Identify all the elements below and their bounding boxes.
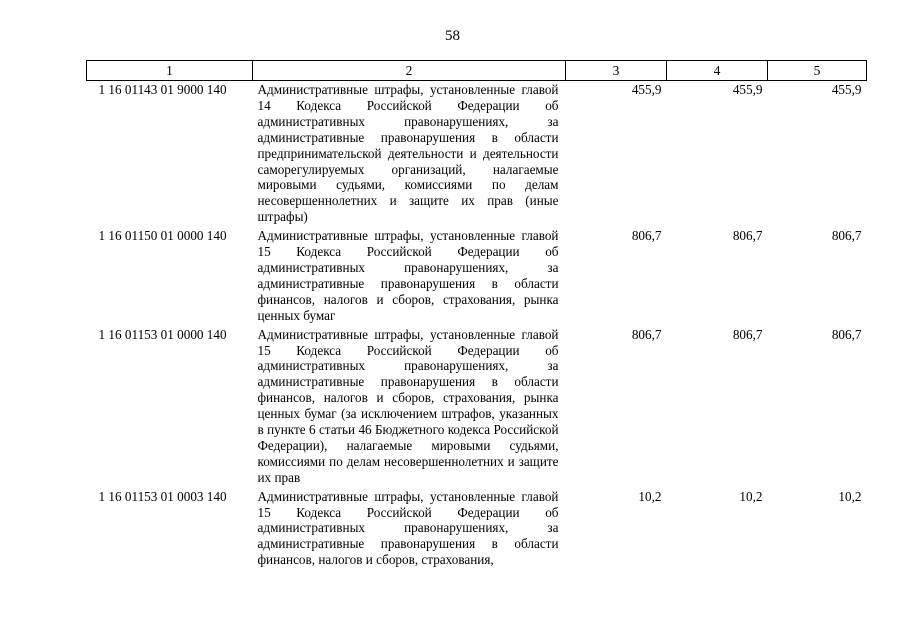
amount-col-5: 10,2 [838,488,862,504]
revenue-description: Административные штрафы, установленные главой 14 Кодекса Российской Федерации об административных правонарушениях, за административные правонарушения в области предпринимательской деятельности и деятельности саморегулируемых организаций, налагаемые мировыми судьями, комиссиями по делам несовершеннолетних и защите их прав (иные штрафы) [257,82,559,225]
budget-table [86,60,867,570]
amount-col-4: 455,9 [732,82,763,97]
revenue-description: Административные штрафы, установленные главой 15 Кодекса Российской Федерации об административных правонарушениях, за административные правонарушения в области финансов, налогов и сборов, страхования, рынка ценных бумаг [257,228,559,323]
header-col-5: 5 [768,61,867,81]
revenue-code: 1 16 01143 01 9000 140 [98,82,227,97]
amount-col-4: 10,2 [739,488,763,504]
revenue-code: 1 16 01150 01 0000 140 [98,228,227,244]
table-body [87,81,867,571]
amount-col-5: 455,9 [831,82,862,97]
amount-col-3: 10,2 [638,488,662,504]
header-col-2: 2 [253,61,566,81]
amount-col-5: 806,7 [831,326,862,342]
header-col-1: 1 [87,61,253,81]
revenue-description: Административные штрафы, установленные главой 15 Кодекса Российской Федерации об административных правонарушениях, за административные правонарушения в области финансов, налогов и сборов, страхования, [257,488,559,568]
page-number: 58 [445,28,460,44]
amount-col-4: 806,7 [732,326,763,342]
table-row [87,488,867,571]
amount-col-3: 806,7 [631,326,662,342]
table-header [87,61,867,81]
amount-col-3: 806,7 [631,228,662,244]
header-row [87,61,867,81]
revenue-code: 1 16 01153 01 0003 140 [98,488,227,504]
header-col-3: 3 [566,61,667,81]
table-row [87,81,867,228]
table-row [87,326,867,488]
revenue-code: 1 16 01153 01 0000 140 [98,326,227,342]
amount-col-3: 455,9 [631,82,662,97]
amount-col-4: 806,7 [732,228,763,244]
table-row [87,227,867,325]
amount-col-5: 806,7 [831,228,862,244]
header-col-4: 4 [667,61,768,81]
revenue-description: Административные штрафы, установленные главой 15 Кодекса Российской Федерации об административных правонарушениях, за административные правонарушения в области финансов, налогов и сборов, страхования, рынка ценных бумаг (за исключением штрафов, указанных в пункте 6 статьи 46 Бюджетного кодекса Российской Федерации), налагаемые мировыми судьями, комиссиями по делам несовершеннолетних и защите их прав [257,326,559,485]
